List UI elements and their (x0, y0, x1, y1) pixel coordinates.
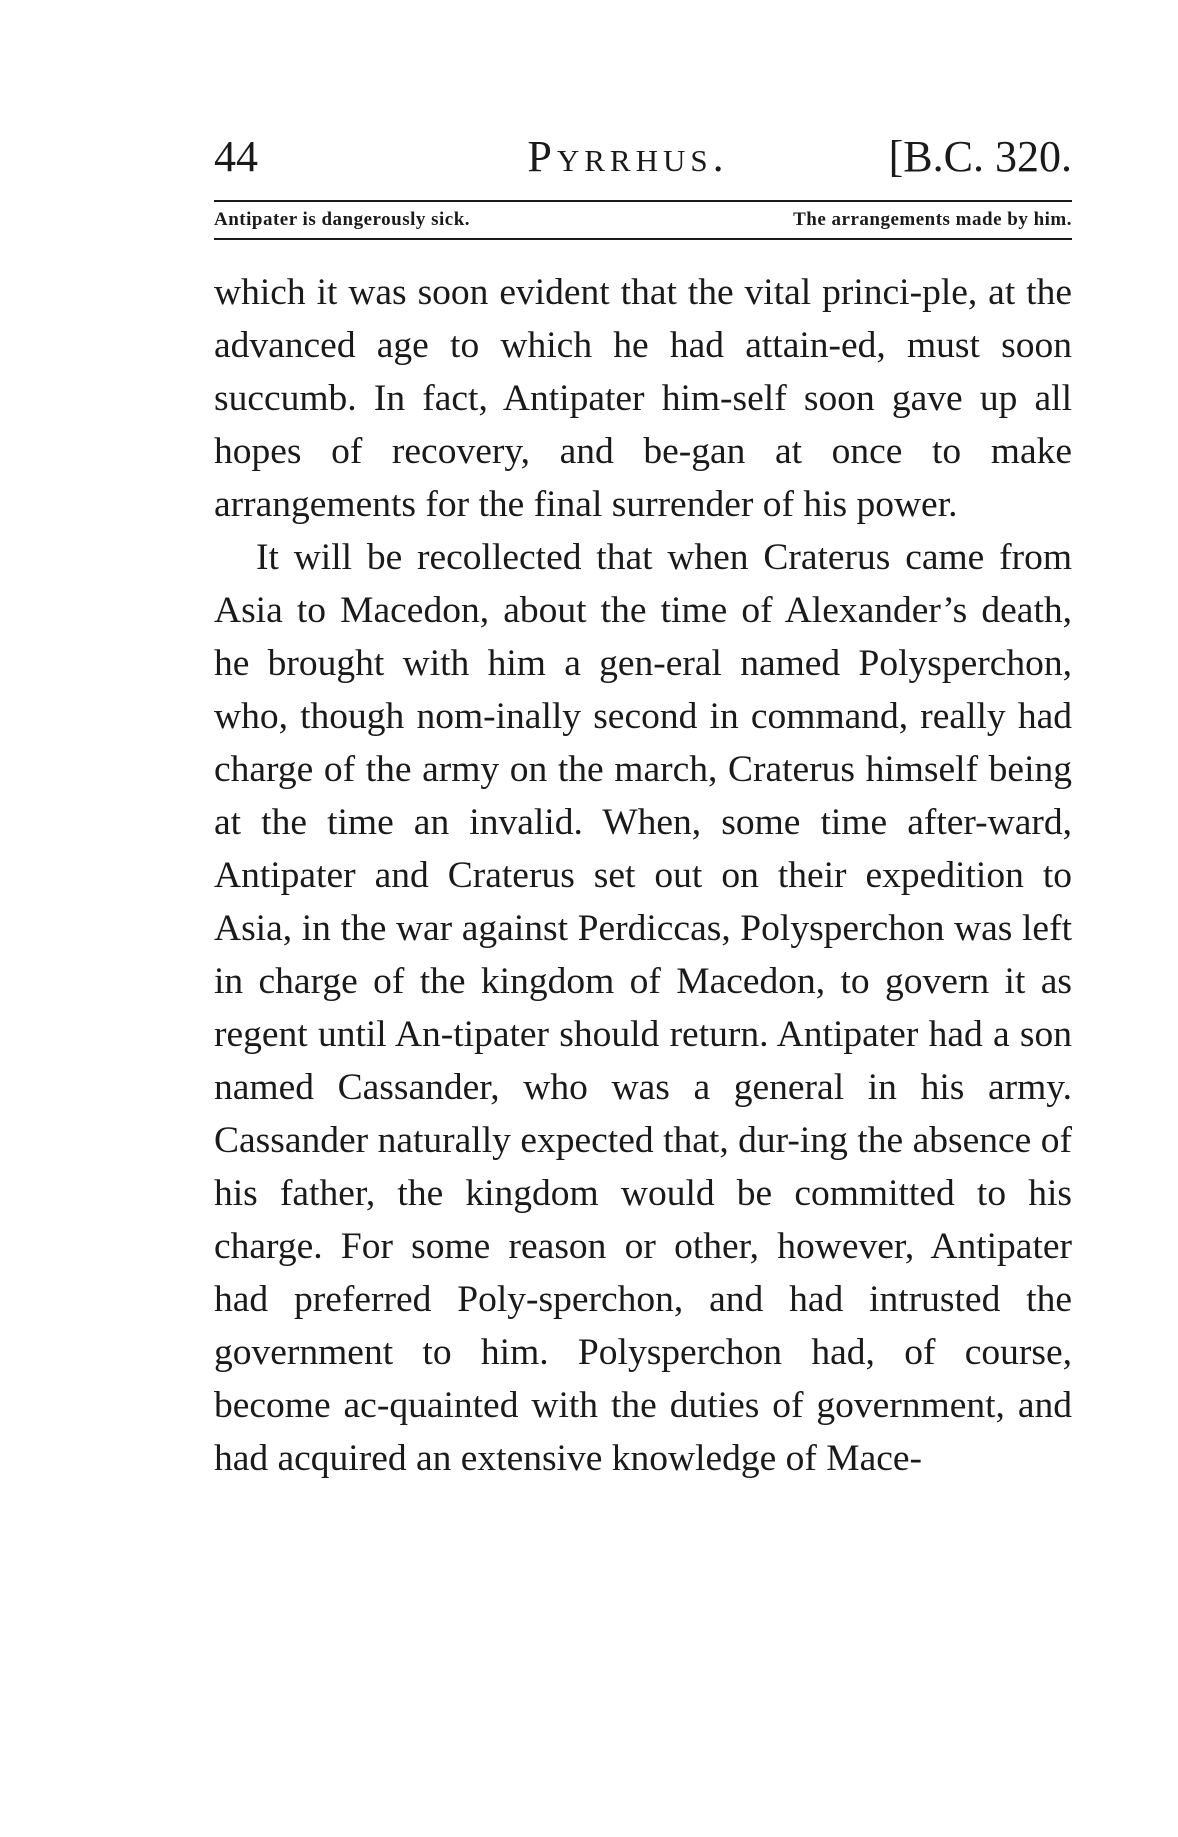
paragraph: which it was soon evident that the vital princi-ple, at the advanced age to which he had attain-ed, must soon succumb. In fact, Antipater him-self soon gave up all hopes of recovery, and be-gan at once to make arrangements for the final surrender of his power. (214, 272, 1072, 525)
running-head (214, 128, 1072, 186)
side-note-rule (214, 238, 1072, 240)
body-text (214, 266, 1072, 1485)
side-note-left: Antipater is dangerously sick. (214, 209, 471, 230)
paragraph: It will be recollected that when Craterus came from Asia to Macedon, about the time of Alexander’s death, he brought with him a gen-eral named Polysperchon, who, though nom-inally second in command, really had charge of the army on the march, Craterus himself being at the time an invalid. When, some time after-ward, Antipater and Craterus set out on their expedition to Asia, in the war against Perdiccas, Polysperchon was left in charge of the kingdom of Macedon, to govern it as regent until An-tipater should return. Antipater had a son named Cassander, who was a general in his army. Cassander naturally expected that, dur-ing the absence of his father, the kingdom would be committed to his charge. For some reason or other, however, Antipater had preferred Poly-sperchon, and had intrusted the government to him. Polysperchon had, of course, become ac-quainted with the duties of government, and had acquired an extensive knowledge of Mace- (214, 537, 1072, 1479)
side-notes (214, 202, 1072, 238)
book-page (214, 128, 1072, 1485)
running-title: Pyrrhus. (527, 132, 729, 181)
side-note-right: The arrangements made by him. (793, 209, 1072, 230)
date-marker: [B.C. 320. (888, 132, 1072, 181)
page-number: 44 (214, 132, 258, 181)
